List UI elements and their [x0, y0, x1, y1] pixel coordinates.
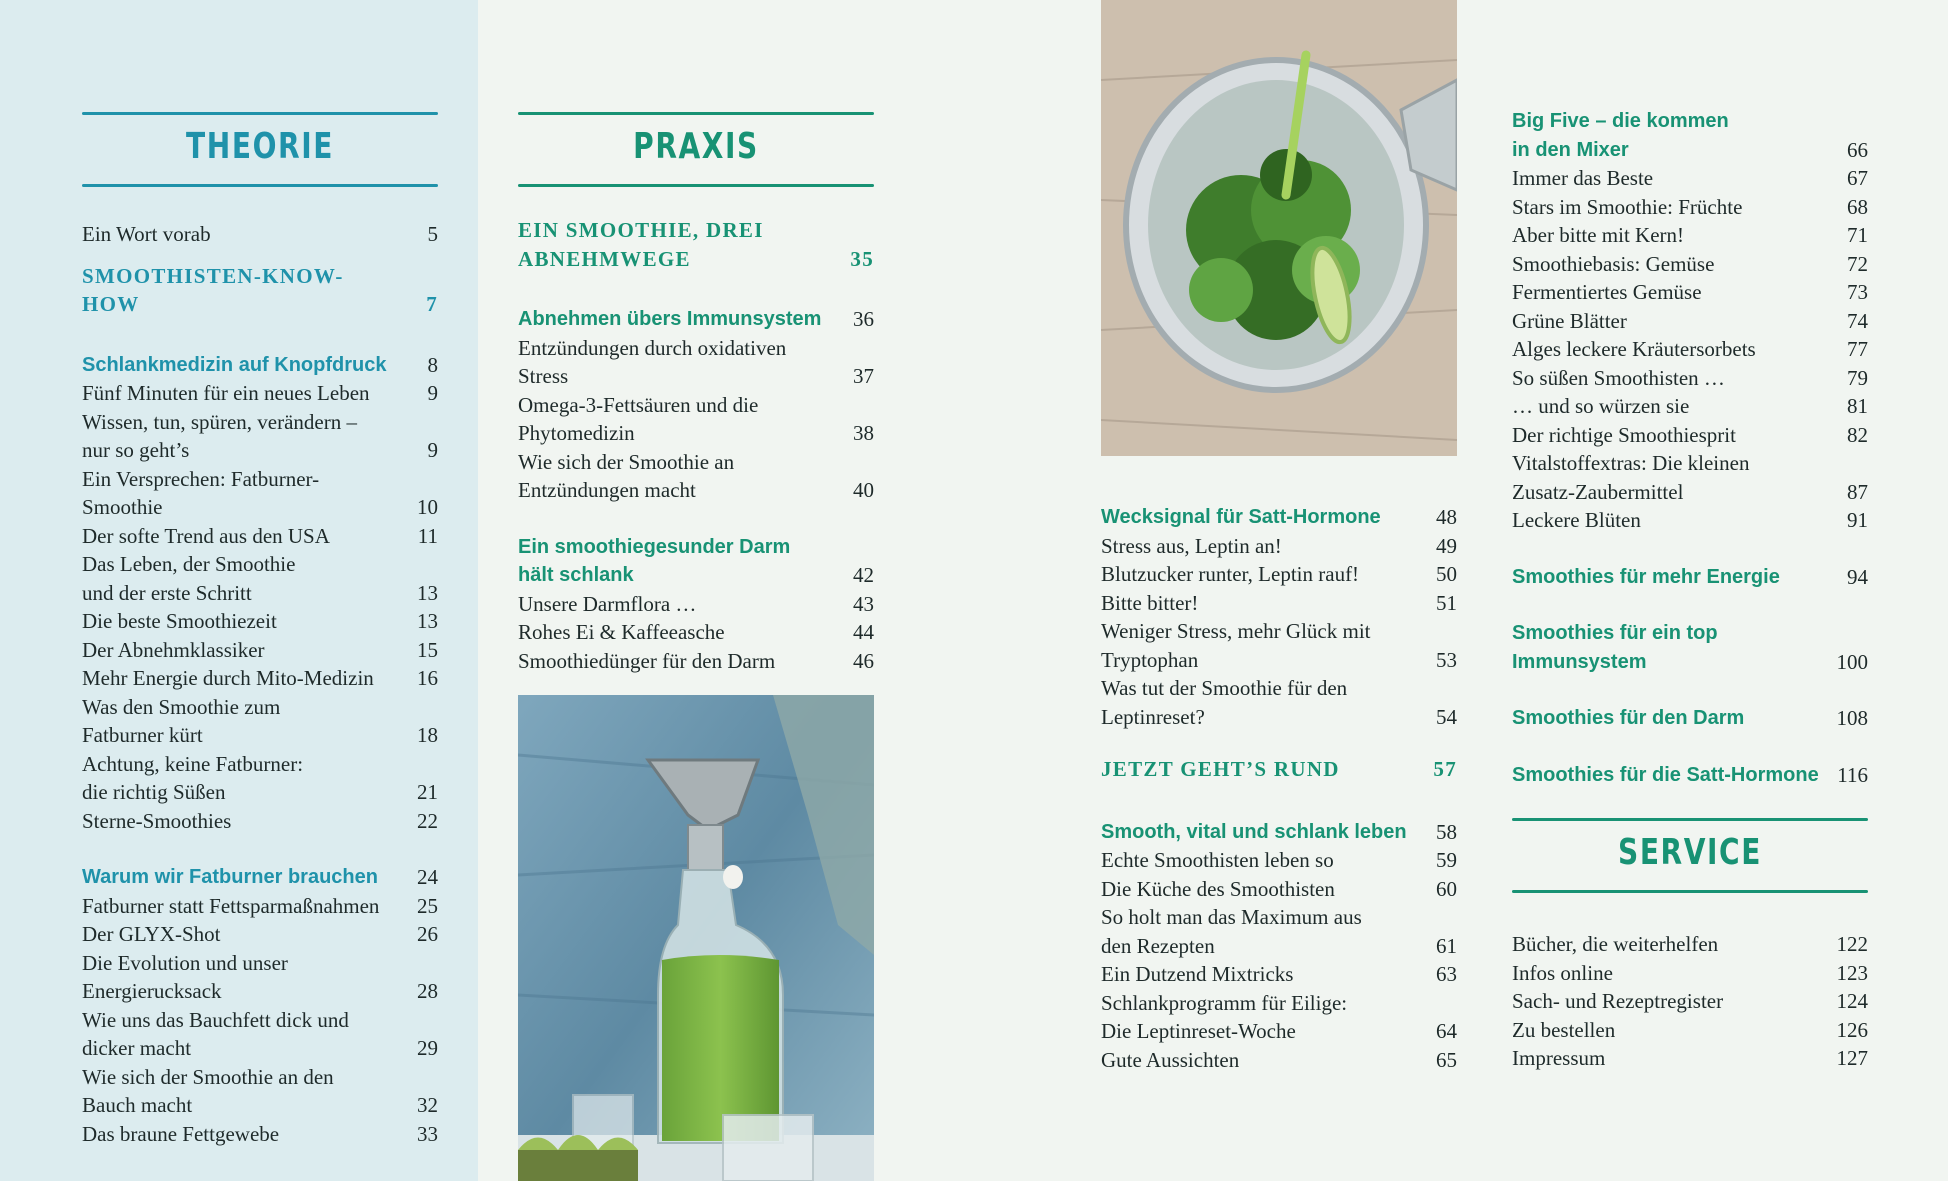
toc-section[interactable]: in den Mixer 66	[1512, 137, 1868, 162]
toc-section[interactable]: Smoothies für mehr Energie 94	[1512, 564, 1868, 589]
toc-list	[82, 892, 438, 1149]
toc-entry-title: Energierucksack	[82, 979, 222, 1003]
toc-entry-title: Der Abnehmklassiker	[82, 637, 265, 662]
blender-illustration	[1101, 0, 1457, 456]
toc-entry[interactable]	[1101, 989, 1457, 1018]
toc-entry-title: Fünf Minuten für ein neues Leben	[82, 381, 370, 405]
toc-entry-page: 63	[1436, 962, 1457, 986]
toc-entry[interactable]	[1101, 875, 1457, 904]
toc-entry[interactable]	[518, 476, 874, 505]
toc-entry-title: Rohes Ei & Kaffeeasche	[518, 620, 725, 644]
toc-entry-title: Der softe Trend aus den USA	[82, 523, 330, 548]
toc-entry[interactable]	[1512, 1016, 1868, 1045]
toc-entry[interactable]	[1512, 221, 1868, 250]
toc-entry-page: 28	[417, 979, 438, 1003]
toc-entry-title: Die Leptinreset-Woche	[1101, 1019, 1296, 1043]
toc-entry-title: Wie sich der Smoothie an den	[82, 1064, 334, 1089]
toc-entry-title: dicker macht	[82, 1036, 192, 1060]
toc-entry-title: Phytomedizin	[518, 421, 635, 445]
toc-entry[interactable]	[82, 920, 438, 949]
service-heading	[1512, 818, 1868, 898]
praxis-title: PRAXIS	[633, 126, 759, 167]
toc-entry-page: 18	[417, 723, 438, 747]
toc-list	[1512, 930, 1868, 1073]
toc-entry-page: 44	[853, 620, 874, 644]
toc-entry[interactable]	[1512, 449, 1868, 478]
toc-entry-page: 37	[853, 364, 874, 388]
toc-entry-title: Mehr Energie durch Mito-Medizin	[82, 666, 374, 690]
toc-section-line[interactable]: Big Five – die kommen	[1512, 110, 1729, 132]
toc-entry-title: Zusatz-Zaubermittel	[1512, 479, 1684, 504]
toc-entry[interactable]	[82, 778, 438, 807]
toc-entry[interactable]	[1101, 532, 1457, 561]
praxis-column	[518, 216, 874, 675]
toc-entry-title: Echte Smoothisten leben so	[1101, 848, 1334, 872]
heading-rule	[1512, 890, 1868, 893]
toc-list	[1512, 164, 1868, 535]
toc-entry[interactable]	[1101, 617, 1457, 646]
toc-section[interactable]: Abnehmen übers Immunsystem 36	[518, 307, 874, 331]
toc-entry[interactable]	[1512, 250, 1868, 279]
toc-entry[interactable]	[82, 636, 438, 665]
toc-list	[518, 590, 874, 676]
toc-entry[interactable]	[82, 1063, 438, 1092]
toc-chapter[interactable]: SMOOTHISTEN-KNOW-HOW 7	[82, 263, 438, 316]
toc-list	[1101, 846, 1457, 1074]
toc-entry-page: 126	[1836, 1017, 1868, 1042]
toc-entry-title: Grüne Blätter	[1512, 308, 1627, 333]
toc-entry[interactable]	[82, 977, 438, 1006]
heading-rule	[518, 112, 874, 115]
toc-list	[1101, 532, 1457, 732]
toc-entry-page: 124	[1836, 989, 1868, 1013]
praxis-heading	[518, 112, 874, 192]
toc-entry-title: Aber bitte mit Kern!	[1512, 223, 1685, 247]
toc-entry-title: Blutzucker runter, Leptin rauf!	[1101, 562, 1360, 586]
toc-entry[interactable]	[82, 892, 438, 921]
heading-rule	[1512, 818, 1868, 821]
toc-entry-title: Wie sich der Smoothie an	[518, 449, 735, 474]
toc-entry[interactable]	[82, 721, 438, 750]
toc-entry-title: Stars im Smoothie: Früchte	[1512, 194, 1743, 219]
toc-entry-page: 9	[427, 438, 438, 462]
toc-entry[interactable]	[1512, 364, 1868, 393]
toc-entry-page: 60	[1436, 876, 1457, 901]
toc-entry[interactable]	[1101, 960, 1457, 989]
toc-entry[interactable]	[82, 750, 438, 779]
toc-entry-title: den Rezepten	[1101, 933, 1215, 958]
toc-entry-title: Alges leckere Kräutersorbets	[1512, 337, 1756, 361]
toc-entry-title: Die Küche des Smoothisten	[1101, 876, 1335, 901]
toc-section[interactable]: Schlankmedizin auf Knopfdruck 8	[82, 352, 438, 377]
toc-section[interactable]: Smoothies für die Satt-Hormone 116	[1512, 762, 1868, 787]
toc-entry-page: 91	[1847, 508, 1868, 532]
toc-entry[interactable]	[1512, 1044, 1868, 1073]
toc-section[interactable]: hält schlank 42	[518, 563, 874, 587]
toc-entry-page: 33	[417, 1121, 438, 1146]
toc-entry-page: 68	[1847, 194, 1868, 219]
toc-entry-page: 26	[417, 922, 438, 946]
toc-entry-title: … und so würzen sie	[1512, 394, 1690, 418]
toc-list	[518, 334, 874, 505]
toc-entry-page: 64	[1436, 1019, 1457, 1043]
bottle-illustration	[518, 695, 874, 1181]
toc-chapter-line[interactable]: EIN SMOOTHIE, DREI	[518, 218, 764, 242]
toc-entry[interactable]	[518, 618, 874, 647]
toc-entry-title: Infos online	[1512, 960, 1613, 985]
toc-entry-title: Der richtige Smoothiesprit	[1512, 422, 1736, 447]
toc-entry-title: Entzündungen durch oxidativen Stress	[518, 335, 787, 388]
toc-entry[interactable]	[1512, 421, 1868, 450]
toc-entry-page: 59	[1436, 848, 1457, 872]
toc-entry-title: Fermentiertes Gemüse	[1512, 280, 1702, 304]
toc-entry[interactable]	[1101, 1046, 1457, 1075]
toc-entry[interactable]	[518, 647, 874, 676]
toc-entry[interactable]	[1101, 589, 1457, 618]
toc-entry[interactable]	[518, 334, 874, 391]
service-title: SERVICE	[1618, 832, 1762, 873]
toc-entry-page: 9	[427, 381, 438, 405]
toc-entry[interactable]	[82, 550, 438, 579]
toc-section-line[interactable]: Smoothies für ein top	[1512, 622, 1718, 644]
toc-entry-title: Das Leben, der Smoothie	[82, 552, 296, 576]
toc-section[interactable]: Immunsystem 100	[1512, 649, 1868, 674]
toc-entry[interactable]	[82, 522, 438, 551]
toc-entry-title: Bauch macht	[82, 1093, 193, 1117]
toc-entry-page: 13	[417, 580, 438, 605]
toc-entry[interactable]	[1512, 506, 1868, 535]
toc-entry-title: Unsere Darmflora …	[518, 591, 697, 616]
theorie-heading	[82, 112, 438, 192]
toc-entry[interactable]	[1101, 1017, 1457, 1046]
toc-entry[interactable]	[82, 1120, 438, 1149]
toc-chapter[interactable]: JETZT GEHT’S RUND 57	[1101, 757, 1457, 781]
toc-entry-title: Wie uns das Bauchfett dick und	[82, 1007, 349, 1032]
toc-entry-title: Impressum	[1512, 1046, 1606, 1070]
toc-entry[interactable]	[1101, 932, 1457, 961]
toc-entry-page: 46	[853, 648, 874, 673]
toc-entry[interactable]	[82, 607, 438, 636]
toc-entry[interactable]	[1512, 392, 1868, 421]
toc-entry-page: 13	[417, 609, 438, 633]
theorie-column	[82, 220, 438, 1148]
toc-entry[interactable]: Ein Wort vorab 5	[82, 222, 438, 246]
toc-entry-page: 43	[853, 591, 874, 616]
toc-entry[interactable]	[1101, 703, 1457, 732]
toc-entry-title: So holt man das Maximum aus	[1101, 905, 1362, 929]
toc-entry-title: Die beste Smoothiezeit	[82, 609, 277, 633]
toc-entry-title: Tryptophan	[1101, 647, 1199, 672]
toc-list	[82, 379, 438, 835]
toc-entry[interactable]	[82, 408, 438, 437]
toc-entry-title: Omega-3-Fettsäuren und die	[518, 392, 759, 417]
service-column	[1512, 930, 1868, 1073]
toc-entry-title: die richtig Süßen	[82, 780, 226, 804]
toc-entry-title: Achtung, keine Fatburner:	[82, 751, 304, 776]
toc-entry-page: 74	[1847, 308, 1868, 333]
toc-entry-title: Ein Versprechen: Fatburner-Smoothie	[82, 466, 320, 519]
toc-entry-page: 50	[1436, 562, 1457, 586]
toc-entry-title: Bücher, die weiterhelfen	[1512, 932, 1719, 956]
toc-entry-title: Das braune Fettgewebe	[82, 1121, 280, 1146]
toc-entry[interactable]	[1512, 164, 1868, 193]
toc-entry-title: Entzündungen macht	[518, 478, 696, 502]
toc-entry-title: Weniger Stress, mehr Glück mit	[1101, 619, 1371, 643]
toc-entry[interactable]	[82, 693, 438, 722]
toc-entry[interactable]	[1512, 307, 1868, 336]
toc-entry-title: Immer das Beste	[1512, 166, 1654, 190]
toc-entry-title: Der GLYX-Shot	[82, 922, 221, 946]
toc-entry-page: 123	[1836, 960, 1868, 985]
toc-entry-title: Fatburner statt Fettsparmaßnahmen	[82, 893, 380, 918]
toc-entry-page: 77	[1847, 337, 1868, 361]
toc-entry[interactable]	[1512, 278, 1868, 307]
toc-entry-title: Smoothiebasis: Gemüse	[1512, 251, 1715, 276]
toc-entry-title: Smoothiedünger für den Darm	[518, 648, 776, 673]
toc-entry[interactable]	[1101, 674, 1457, 703]
toc-entry-title: Wissen, tun, spüren, verändern –	[82, 409, 357, 434]
toc-entry-page: 40	[853, 478, 874, 502]
toc-entry[interactable]	[1512, 987, 1868, 1016]
toc-entry-page: 82	[1847, 422, 1868, 447]
toc-section[interactable]: Wecksignal für Satt-Hormone 48	[1101, 505, 1457, 529]
heading-rule	[82, 184, 438, 187]
toc-column-4	[1512, 107, 1868, 789]
toc-entry[interactable]	[1101, 646, 1457, 675]
toc-entry[interactable]	[82, 1034, 438, 1063]
toc-entry-page: 15	[417, 637, 438, 662]
blender-greens-photo	[1101, 0, 1457, 456]
toc-entry[interactable]	[1512, 959, 1868, 988]
toc-entry[interactable]	[82, 1091, 438, 1120]
toc-entry-title: Was den Smoothie zum	[82, 694, 281, 719]
toc-entry-page: 10	[417, 495, 438, 519]
toc-entry-title: Schlankprogramm für Eilige:	[1101, 990, 1348, 1015]
toc-section-line[interactable]: Ein smoothiegesunder Darm	[518, 535, 791, 558]
toc-entry[interactable]	[82, 379, 438, 408]
toc-entry-page: 73	[1847, 280, 1868, 304]
toc-entry[interactable]	[518, 419, 874, 448]
toc-entry-title: Vitalstoffextras: Die kleinen	[1512, 451, 1750, 475]
toc-entry-page: 21	[417, 780, 438, 804]
toc-entry[interactable]	[1512, 478, 1868, 507]
toc-entry[interactable]	[518, 391, 874, 420]
toc-entry-title: Zu bestellen	[1512, 1017, 1616, 1042]
toc-entry-page: 67	[1847, 166, 1868, 190]
toc-entry-page: 22	[417, 808, 438, 833]
heading-rule	[518, 184, 874, 187]
toc-column-3	[1101, 503, 1457, 1074]
toc-entry-page: 53	[1436, 647, 1457, 672]
toc-entry[interactable]	[518, 448, 874, 477]
toc-entry-title: Bitte bitter!	[1101, 590, 1199, 615]
toc-entry[interactable]	[82, 579, 438, 608]
toc-section[interactable]: Smoothies für den Darm 108	[1512, 706, 1868, 730]
toc-entry-page: 29	[417, 1036, 438, 1060]
toc-entry-page: 49	[1436, 533, 1457, 558]
toc-entry-page: 51	[1436, 590, 1457, 615]
toc-entry[interactable]	[1101, 903, 1457, 932]
toc-entry-page: 61	[1436, 933, 1457, 958]
toc-entry-page: 65	[1436, 1047, 1457, 1072]
toc-entry-title: So süßen Smoothisten …	[1512, 365, 1725, 390]
toc-entry[interactable]	[518, 590, 874, 619]
toc-entry-page: 122	[1836, 932, 1868, 956]
toc-entry-title: Die Evolution und unser	[82, 950, 288, 975]
toc-section[interactable]: Warum wir Fatburner brauchen 24	[82, 865, 438, 889]
toc-entry-page: 79	[1847, 365, 1868, 390]
toc-entry-page: 127	[1836, 1046, 1868, 1070]
toc-entry[interactable]	[1512, 335, 1868, 364]
toc-entry[interactable]	[1512, 930, 1868, 959]
toc-entry-page: 32	[417, 1093, 438, 1117]
toc-entry-title: Fatburner kürt	[82, 723, 203, 747]
toc-entry-title: Gute Aussichten	[1101, 1047, 1240, 1072]
toc-entry-page: 54	[1436, 704, 1457, 729]
toc-entry[interactable]	[82, 664, 438, 693]
toc-entry[interactable]	[1512, 193, 1868, 222]
toc-entry-title: nur so geht’s	[82, 438, 190, 462]
toc-entry[interactable]	[82, 436, 438, 465]
smoothie-bottle-photo	[518, 695, 874, 1181]
toc-entry-title: Leckere Blüten	[1512, 508, 1641, 532]
toc-entry-page: 72	[1847, 251, 1868, 276]
toc-entry-page: 87	[1847, 479, 1868, 504]
toc-entry-title: Sterne-Smoothies	[82, 808, 232, 833]
toc-entry-page: 16	[417, 666, 438, 690]
toc-entry-title: Leptinreset?	[1101, 704, 1205, 729]
toc-entry[interactable]	[1101, 560, 1457, 589]
toc-entry[interactable]	[1101, 846, 1457, 875]
toc-section[interactable]: Smooth, vital und schlank leben 58	[1101, 819, 1457, 844]
toc-entry-page: 25	[417, 893, 438, 918]
heading-rule	[82, 112, 438, 115]
toc-entry-title: Stress aus, Leptin an!	[1101, 533, 1282, 558]
toc-entry[interactable]	[82, 1006, 438, 1035]
toc-entry-title: und der erste Schritt	[82, 580, 252, 605]
toc-entry-page: 71	[1847, 223, 1868, 247]
toc-entry-page: 11	[417, 523, 438, 548]
toc-entry-title: Was tut der Smoothie für den	[1101, 676, 1348, 700]
toc-entry[interactable]	[82, 807, 438, 836]
theorie-title: THEORIE	[186, 126, 334, 167]
toc-entry-title: Sach- und Rezeptregister	[1512, 989, 1724, 1013]
toc-entry[interactable]	[82, 949, 438, 978]
toc-entry-page: 81	[1847, 394, 1868, 418]
toc-entry-title: Ein Dutzend Mixtricks	[1101, 962, 1294, 986]
toc-entry[interactable]	[82, 465, 438, 522]
toc-chapter[interactable]: ABNEHMWEGE 35	[518, 246, 874, 271]
toc-entry-page: 38	[853, 421, 874, 445]
